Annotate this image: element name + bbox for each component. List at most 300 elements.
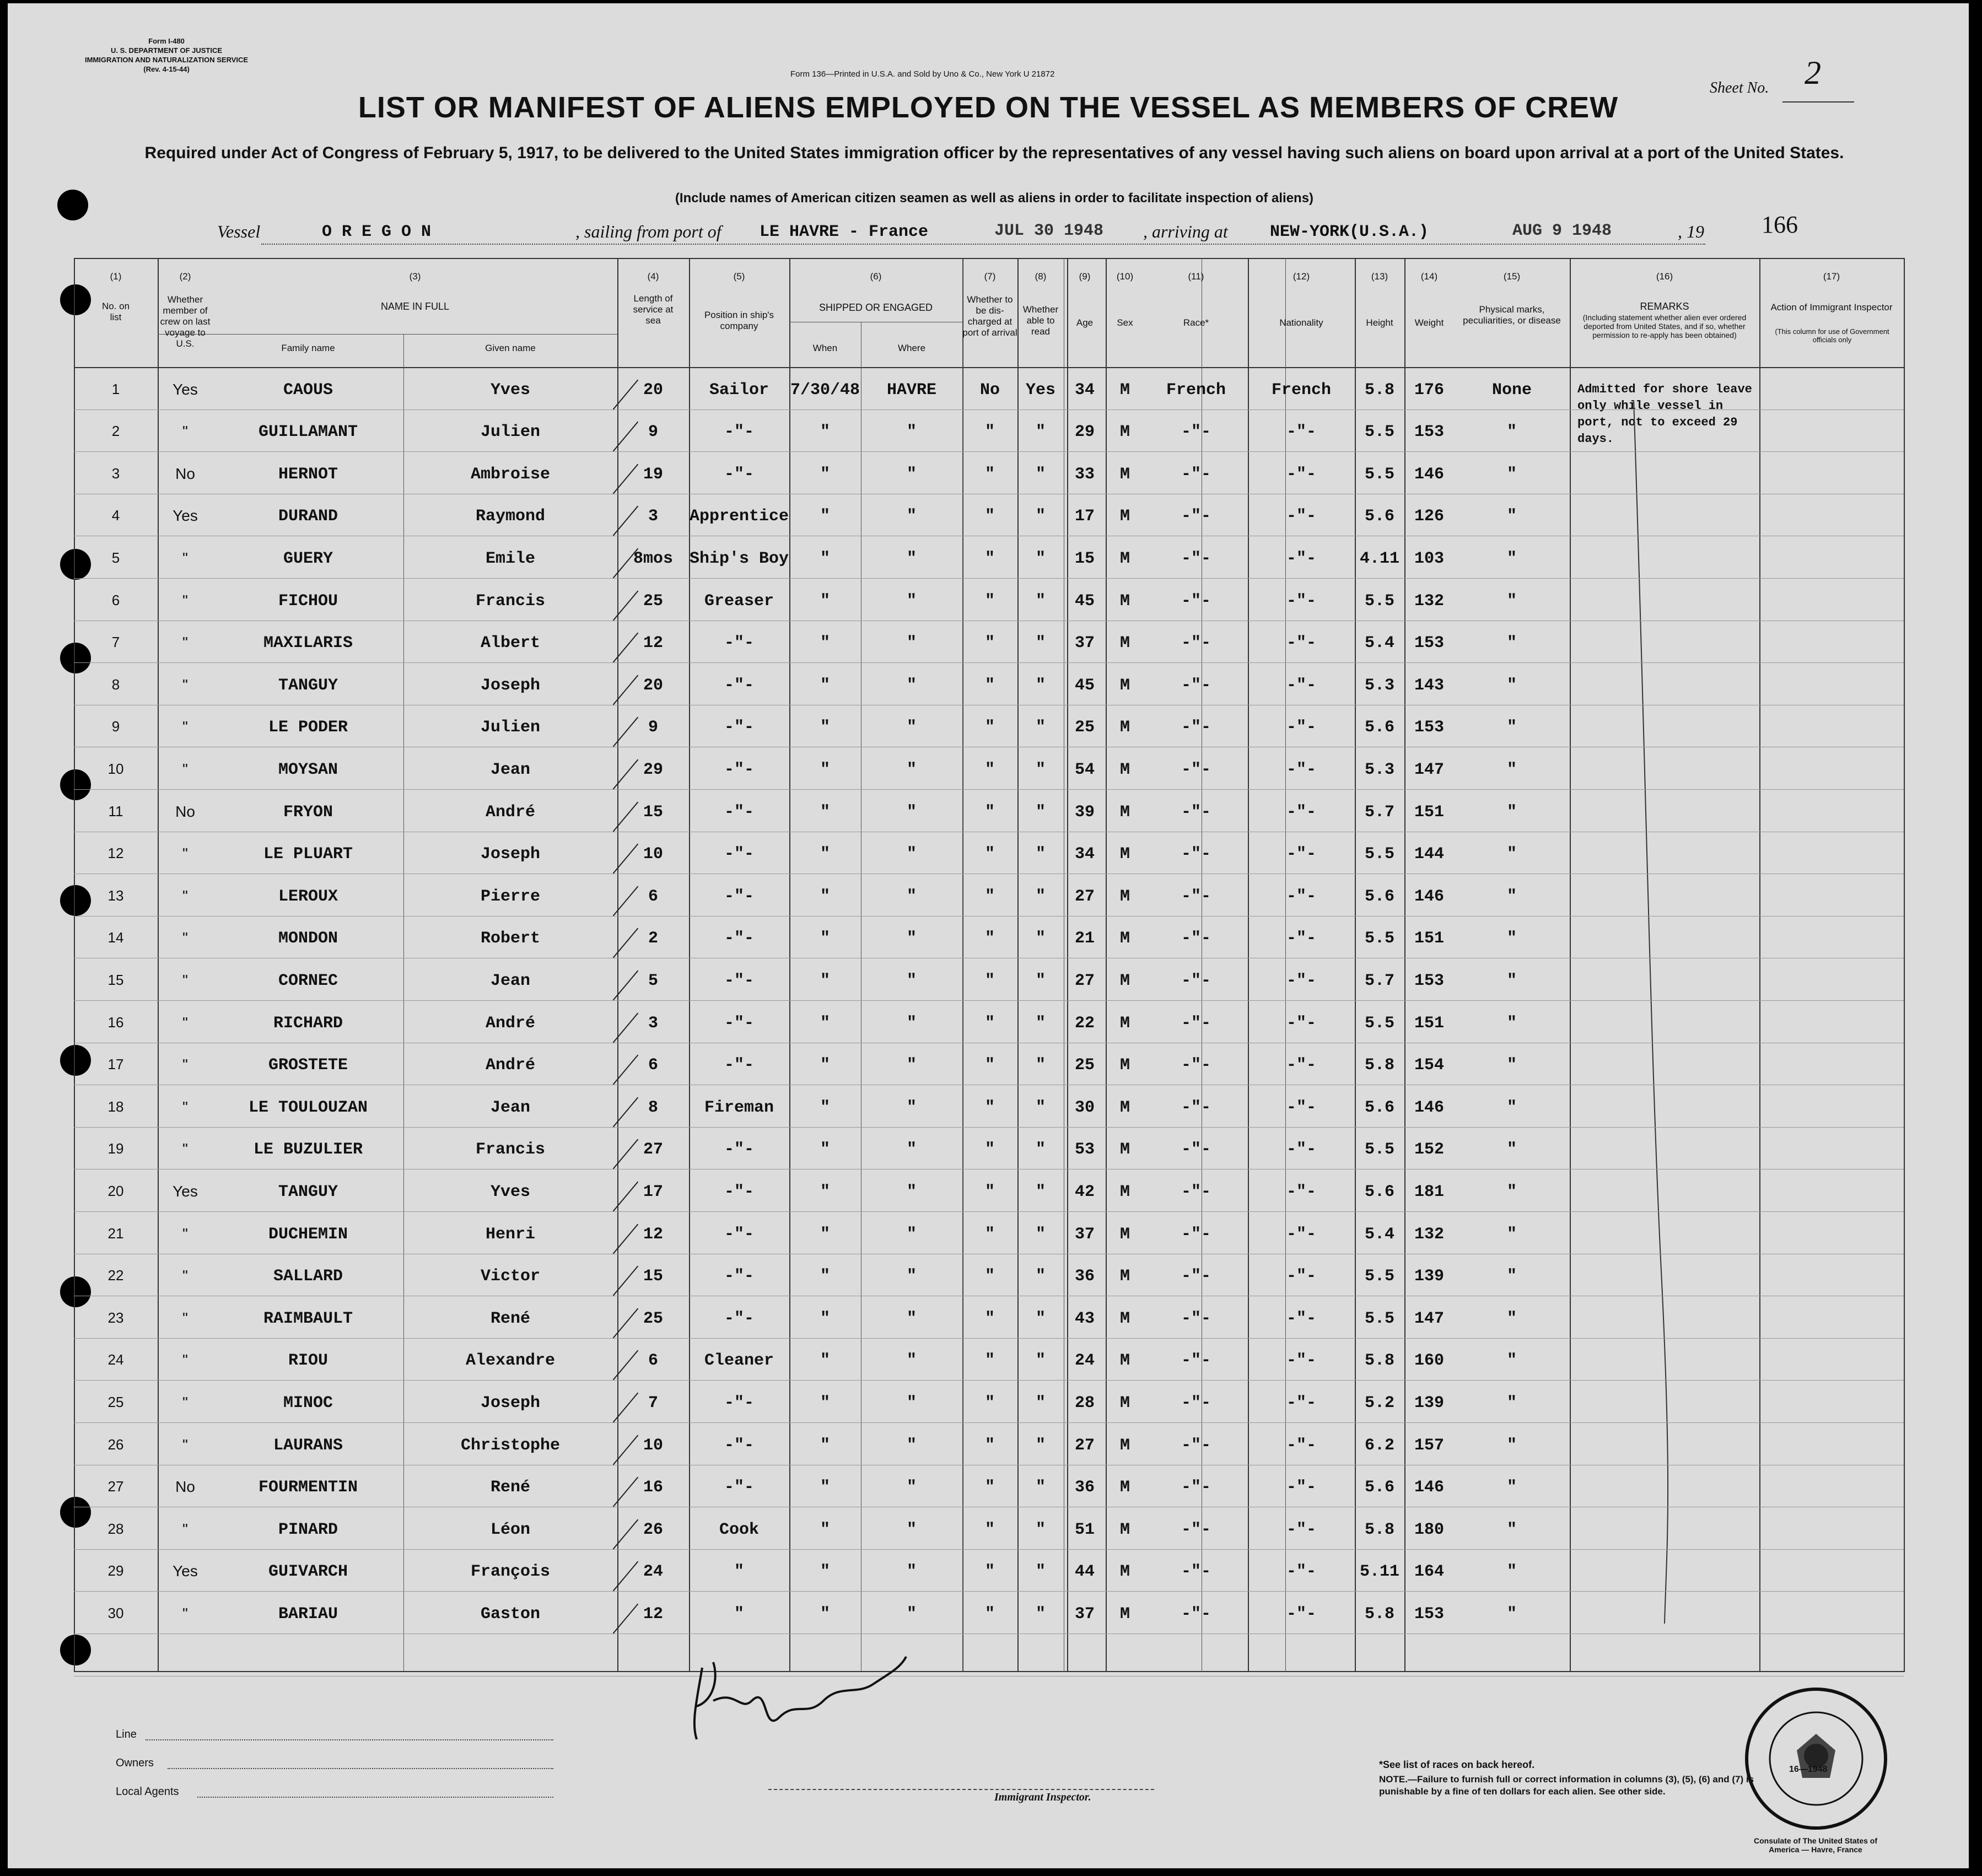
cell-position: -"- — [724, 1225, 754, 1244]
cell-family-name: PINARD — [278, 1520, 338, 1539]
cell-service-length: 17 — [643, 1183, 663, 1201]
cell-sex: M — [1119, 972, 1130, 990]
cell-age: 28 — [1074, 1394, 1095, 1413]
colnum-2: (2) — [179, 271, 191, 282]
revision: (Rev. 4-15-44) — [143, 65, 190, 73]
cell-service-length: 26 — [643, 1520, 663, 1539]
cell-discharged: " — [984, 1183, 995, 1201]
cell-physical-marks: " — [1506, 676, 1517, 695]
cell-given-name: Robert — [480, 929, 541, 948]
row-rule — [74, 578, 1904, 579]
cell-last-voyage: " — [182, 1098, 188, 1115]
cell-last-voyage: " — [182, 1140, 188, 1158]
cell-race: -"- — [1181, 1056, 1211, 1075]
cell-race: -"- — [1181, 1562, 1211, 1582]
cell-physical-marks: " — [1506, 1225, 1517, 1244]
cell-shipped-where: " — [906, 972, 917, 990]
cell-shipped-when: " — [820, 1014, 830, 1033]
cell-nationality: -"- — [1286, 1605, 1316, 1624]
cell-sex: M — [1119, 887, 1130, 906]
colnum-16: (16) — [1656, 271, 1673, 282]
row-rule — [74, 1211, 1904, 1212]
cell-last-voyage: " — [182, 1014, 188, 1031]
cell-family-name: GROSTETE — [268, 1056, 348, 1075]
cell-shipped-where: " — [906, 887, 917, 906]
cell-discharged: " — [984, 1605, 995, 1624]
cell-shipped-when: " — [820, 972, 830, 990]
cell-physical-marks: " — [1506, 1014, 1517, 1033]
cell-race: -"- — [1181, 1351, 1211, 1371]
cell-nationality: -"- — [1286, 1309, 1316, 1328]
vessel-label: Vessel — [217, 222, 261, 241]
cell-physical-marks: " — [1506, 718, 1517, 737]
cell-age: 33 — [1074, 465, 1095, 484]
cell-height: 5.5 — [1364, 845, 1394, 864]
cell-discharged: " — [984, 929, 995, 948]
cell-row-number: 13 — [107, 887, 124, 904]
cell-position: Greaser — [704, 591, 774, 611]
cell-row-number: 24 — [107, 1351, 124, 1368]
cell-weight: 132 — [1414, 1225, 1444, 1244]
cell-age: 15 — [1074, 549, 1095, 568]
cell-given-name: René — [490, 1478, 530, 1497]
cell-position: -"- — [724, 761, 754, 779]
cell-row-number: 17 — [107, 1056, 124, 1073]
cell-service-length: 6 — [648, 887, 658, 906]
cell-shipped-when: " — [820, 465, 830, 484]
vessel-underline — [261, 244, 1705, 245]
cell-height: 5.8 — [1364, 1351, 1394, 1371]
cell-weight: 153 — [1414, 423, 1444, 442]
inspector-rule — [768, 1789, 1154, 1790]
cell-nationality: -"- — [1286, 887, 1316, 906]
cell-service-length: 24 — [643, 1562, 663, 1582]
cell-physical-marks: " — [1506, 1436, 1517, 1455]
cell-weight: 146 — [1414, 1478, 1444, 1497]
cell-shipped-where: " — [906, 1140, 917, 1160]
colnum-3: (3) — [409, 271, 421, 282]
cell-family-name: LE PODER — [268, 718, 348, 737]
cell-age: 24 — [1074, 1351, 1095, 1371]
cell-row-number: 4 — [111, 507, 120, 524]
cell-shipped-when: " — [820, 761, 830, 779]
cell-shipped-where: HAVRE — [886, 380, 936, 400]
cell-service-length: 25 — [643, 591, 663, 611]
cell-age: 17 — [1074, 507, 1095, 526]
cell-nationality: -"- — [1286, 423, 1316, 442]
cell-physical-marks: " — [1506, 887, 1517, 906]
hd-given-name: Given name — [485, 343, 536, 353]
cell-given-name: Pierre — [480, 887, 541, 906]
cell-shipped-where: " — [906, 1183, 917, 1201]
row-rule — [74, 451, 1904, 452]
cell-position: -"- — [724, 1183, 754, 1201]
cell-discharged: " — [984, 1056, 995, 1075]
cell-sex: M — [1119, 1014, 1130, 1033]
cell-sex: M — [1119, 802, 1130, 822]
cell-weight: 103 — [1414, 549, 1444, 568]
cell-nationality: -"- — [1286, 1140, 1316, 1160]
cell-race: -"- — [1181, 718, 1211, 737]
table-top-border — [74, 258, 1904, 259]
cell-position: " — [734, 1605, 744, 1624]
cell-height: 5.3 — [1364, 676, 1394, 695]
cell-weight: 180 — [1414, 1520, 1444, 1539]
cell-row-number: 10 — [107, 761, 124, 777]
cell-nationality: -"- — [1286, 1225, 1316, 1244]
cell-given-name: André — [485, 1056, 535, 1075]
cell-nationality: -"- — [1286, 1562, 1316, 1582]
colnum-10: (10) — [1116, 271, 1134, 282]
cell-nationality: -"- — [1286, 972, 1316, 990]
cell-family-name: RICHARD — [273, 1014, 343, 1033]
cell-age: 30 — [1074, 1098, 1095, 1117]
name-subheader-line — [158, 334, 617, 335]
cell-physical-marks: " — [1506, 423, 1517, 442]
cell-sex: M — [1119, 1225, 1130, 1244]
cell-race: -"- — [1181, 1267, 1211, 1286]
cell-nationality: -"- — [1286, 761, 1316, 779]
cell-age: 22 — [1074, 1014, 1095, 1033]
cell-shipped-when: " — [820, 591, 830, 611]
cell-given-name: Alexandre — [465, 1351, 556, 1371]
cell-race: -"- — [1181, 929, 1211, 948]
cell-race: -"- — [1181, 1098, 1211, 1117]
row-rule — [74, 1127, 1904, 1128]
cell-sex: M — [1119, 634, 1130, 653]
cell-shipped-when: " — [820, 1309, 830, 1328]
cell-race: -"- — [1181, 634, 1211, 653]
cell-shipped-when: " — [820, 1140, 830, 1160]
row-rule — [74, 916, 1904, 917]
cell-race: French — [1166, 380, 1226, 400]
cell-service-length: 12 — [643, 1225, 663, 1244]
cell-height: 5.6 — [1364, 1098, 1394, 1117]
cell-age: 27 — [1074, 887, 1095, 906]
cell-weight: 147 — [1414, 1309, 1444, 1328]
cell-service-length: 3 — [648, 1014, 658, 1033]
cell-able-read: " — [1035, 718, 1046, 737]
cell-given-name: Jean — [490, 972, 530, 990]
cell-sex: M — [1119, 1140, 1130, 1160]
punch-hole — [60, 1635, 91, 1665]
cell-family-name: HERNOT — [278, 465, 338, 484]
cell-given-name: Julien — [480, 423, 541, 442]
cell-race: -"- — [1181, 1183, 1211, 1201]
punch-hole — [57, 190, 88, 220]
colnum-7: (7) — [984, 271, 996, 282]
cell-age: 34 — [1074, 380, 1095, 400]
cell-sex: M — [1119, 1267, 1130, 1286]
hd-sex: Sex — [1117, 317, 1133, 328]
cell-weight: 143 — [1414, 676, 1444, 695]
cell-age: 37 — [1074, 1605, 1095, 1624]
cell-physical-marks: " — [1506, 1520, 1517, 1539]
cell-race: -"- — [1181, 845, 1211, 864]
cell-physical-marks: " — [1506, 591, 1517, 611]
cell-sex: M — [1119, 761, 1130, 779]
cell-shipped-when: " — [820, 1520, 830, 1539]
cell-height: 5.8 — [1364, 1520, 1394, 1539]
cell-given-name: Yves — [490, 380, 530, 400]
cell-last-voyage: " — [182, 1267, 188, 1285]
cell-height: 5.7 — [1364, 972, 1394, 990]
cell-able-read: " — [1035, 676, 1046, 695]
cell-nationality: -"- — [1286, 1436, 1316, 1455]
cell-physical-marks: " — [1506, 634, 1517, 653]
colnum-11: (11) — [1188, 271, 1204, 282]
cell-discharged: " — [984, 591, 995, 611]
cell-given-name: Albert — [480, 634, 541, 653]
cell-physical-marks: " — [1506, 465, 1517, 484]
cell-nationality: -"- — [1286, 1267, 1316, 1286]
vessel-name: O R E G O N — [322, 223, 432, 241]
cell-race: -"- — [1181, 1436, 1211, 1455]
cell-given-name: Joseph — [480, 676, 541, 695]
cell-row-number: 8 — [111, 676, 120, 693]
cell-last-voyage: " — [182, 634, 188, 651]
cell-able-read: " — [1035, 1351, 1046, 1371]
cell-service-length: 12 — [643, 634, 663, 653]
cell-position: -"- — [724, 1056, 754, 1075]
cell-sex: M — [1119, 380, 1130, 400]
cell-race: -"- — [1181, 1140, 1211, 1160]
colnum-15: (15) — [1503, 271, 1521, 282]
sailing-port: LE HAVRE - France — [760, 223, 929, 241]
cell-shipped-where: " — [906, 1309, 917, 1328]
cell-height: 5.5 — [1364, 929, 1394, 948]
cell-race: -"- — [1181, 423, 1211, 442]
cell-race: -"- — [1181, 1309, 1211, 1328]
cell-able-read: " — [1035, 1014, 1046, 1033]
cell-row-number: 25 — [107, 1394, 124, 1410]
cell-weight: 164 — [1414, 1562, 1444, 1582]
hd-when: When — [812, 343, 838, 353]
cell-position: Apprentice — [689, 507, 789, 526]
cell-nationality: -"- — [1286, 1520, 1316, 1539]
cell-family-name: RIOU — [288, 1351, 328, 1371]
cell-family-name: CAOUS — [283, 380, 333, 400]
cell-height: 5.5 — [1364, 1140, 1394, 1160]
cell-discharged: " — [984, 802, 995, 822]
cell-weight: 147 — [1414, 761, 1444, 779]
cell-age: 39 — [1074, 802, 1095, 822]
cell-nationality: -"- — [1286, 1394, 1316, 1413]
cell-physical-marks: " — [1506, 1478, 1517, 1497]
cell-family-name: FRYON — [283, 802, 333, 822]
cell-position: -"- — [724, 1394, 754, 1413]
cell-discharged: " — [984, 1014, 995, 1033]
cell-age: 51 — [1074, 1520, 1095, 1539]
cell-height: 5.5 — [1364, 591, 1394, 611]
cell-sex: M — [1119, 1520, 1130, 1539]
consulate-seal — [1742, 1684, 1891, 1833]
cell-row-number: 28 — [107, 1520, 124, 1537]
hd-family-name: Family name — [281, 343, 335, 353]
cell-height: 5.4 — [1364, 634, 1394, 653]
cell-last-voyage: " — [182, 1436, 188, 1453]
cell-service-length: 3 — [648, 507, 658, 526]
cell-given-name: Raymond — [475, 507, 546, 526]
cell-row-number: 29 — [107, 1562, 124, 1579]
seal-text: Consulate of The United States of America — Havre, France — [1753, 1836, 1877, 1854]
cell-shipped-where: " — [906, 929, 917, 948]
cell-able-read: " — [1035, 972, 1046, 990]
cell-last-voyage: " — [182, 845, 188, 862]
cell-given-name: François — [470, 1562, 551, 1582]
cell-shipped-when: " — [820, 1478, 830, 1497]
cell-nationality: -"- — [1286, 676, 1316, 695]
colnum-6: (6) — [870, 271, 882, 282]
cell-discharged: " — [984, 507, 995, 526]
remarks-ditto-stroke — [1628, 389, 1683, 1629]
cell-able-read: " — [1035, 1183, 1046, 1201]
cell-shipped-when: " — [820, 887, 830, 906]
cell-weight: 146 — [1414, 1098, 1444, 1117]
cell-race: -"- — [1181, 1605, 1211, 1624]
cell-physical-marks: " — [1506, 507, 1517, 526]
cell-shipped-where: " — [906, 507, 917, 526]
cell-shipped-where: " — [906, 1605, 917, 1624]
cell-shipped-when: " — [820, 1267, 830, 1286]
row-rule — [74, 1422, 1904, 1423]
admitted-remark: Admitted for shore leave only while vessel in port, not to exceed 29 days. — [1577, 382, 1752, 446]
cell-nationality: -"- — [1286, 1098, 1316, 1117]
cell-row-number: 7 — [111, 634, 120, 651]
cell-shipped-when: 7/30/48 — [790, 380, 860, 400]
cell-height: 5.6 — [1364, 718, 1394, 737]
hd-able-read: Whether able to read — [1022, 304, 1059, 337]
cell-discharged: " — [984, 676, 995, 695]
cell-sex: M — [1119, 929, 1130, 948]
cell-height: 4.11 — [1359, 549, 1399, 568]
cell-last-voyage: " — [182, 676, 188, 693]
seal-date: 16—1948 — [1789, 1765, 1828, 1774]
cell-family-name: FOURMENTIN — [258, 1478, 358, 1497]
cell-sex: M — [1119, 1309, 1130, 1328]
service: IMMIGRATION AND NATURALIZATION SERVICE — [85, 56, 249, 64]
hd-shipped: SHIPPED OR ENGAGED — [818, 302, 933, 313]
cell-able-read: " — [1035, 591, 1046, 611]
cell-physical-marks: " — [1506, 1098, 1517, 1117]
cell-given-name: Léon — [490, 1520, 530, 1539]
cell-age: 25 — [1074, 718, 1095, 737]
cell-height: 5.6 — [1364, 887, 1394, 906]
cell-row-number: 5 — [111, 549, 120, 566]
cell-last-voyage: " — [182, 1309, 188, 1327]
hd-remarks-note: (Including statement whether alien ever ordered deported from United States, and if so, whether permission to re-apply has been obtained) — [1582, 313, 1747, 339]
cell-shipped-when: " — [820, 676, 830, 695]
cell-height: 5.6 — [1364, 507, 1394, 526]
colnum-13: (13) — [1371, 271, 1388, 282]
cell-able-read: " — [1035, 549, 1046, 568]
cell-position: -"- — [724, 802, 754, 822]
row-rule — [74, 662, 1904, 663]
cell-nationality: -"- — [1286, 845, 1316, 864]
cell-race: -"- — [1181, 591, 1211, 611]
cell-able-read: " — [1035, 1436, 1046, 1455]
cell-nationality: -"- — [1286, 507, 1316, 526]
colnum-5: (5) — [733, 271, 745, 282]
cell-last-voyage: " — [182, 591, 188, 609]
printer-note: Form 136—Printed in U.S.A. and Sold by Uno & Co., New York U 21872 — [790, 69, 1055, 79]
cell-position: -"- — [724, 1014, 754, 1033]
cell-family-name: GUILLAMANT — [258, 423, 358, 442]
cell-row-number: 12 — [107, 845, 124, 862]
cell-position: -"- — [724, 634, 754, 653]
hd-weight: Weight — [1414, 317, 1444, 328]
cell-shipped-where: " — [906, 1394, 917, 1413]
cell-service-length: 10 — [643, 1436, 663, 1455]
cell-sex: M — [1119, 465, 1130, 484]
cell-discharged: " — [984, 1478, 995, 1497]
cell-sex: M — [1119, 1478, 1130, 1497]
cell-able-read: " — [1035, 1309, 1046, 1328]
cell-able-read: " — [1035, 1562, 1046, 1582]
cell-height: 5.6 — [1364, 1478, 1394, 1497]
cell-weight: 144 — [1414, 845, 1444, 864]
cell-sex: M — [1119, 1056, 1130, 1075]
arriving-label: , arriving at — [1143, 222, 1228, 241]
cell-physical-marks: " — [1506, 761, 1517, 779]
hd-member-last-voyage: Whether member of crew on last voyage to U.S. — [160, 294, 211, 349]
cell-shipped-when: " — [820, 1351, 830, 1371]
cell-service-length: 7 — [648, 1394, 658, 1413]
cell-given-name: Francis — [475, 1140, 546, 1160]
cell-position: Cook — [719, 1520, 759, 1539]
cell-discharged: " — [984, 1098, 995, 1117]
row-rule — [74, 1549, 1904, 1550]
cell-position: Cleaner — [704, 1351, 774, 1371]
cell-nationality: -"- — [1286, 718, 1316, 737]
cell-age: 45 — [1074, 676, 1095, 695]
cell-sex: M — [1119, 423, 1130, 442]
cell-physical-marks: " — [1506, 972, 1517, 990]
cell-physical-marks: " — [1506, 1056, 1517, 1075]
cell-sex: M — [1119, 718, 1130, 737]
cell-physical-marks: " — [1506, 1140, 1517, 1160]
cell-physical-marks: " — [1506, 802, 1517, 822]
cell-physical-marks: " — [1506, 1183, 1517, 1201]
cell-position: -"- — [724, 1436, 754, 1455]
cell-family-name: FICHOU — [278, 591, 338, 611]
hd-nationality: Nationality — [1279, 317, 1323, 328]
cell-service-length: 8 — [648, 1098, 658, 1117]
cell-family-name: TANGUY — [278, 676, 338, 695]
cell-age: 29 — [1074, 423, 1095, 442]
cell-physical-marks: " — [1506, 1562, 1517, 1582]
cell-weight: 151 — [1414, 1014, 1444, 1033]
cell-row-number: 6 — [111, 591, 120, 608]
cell-physical-marks: " — [1506, 929, 1517, 948]
col-line — [1570, 258, 1571, 1672]
cell-row-number: 21 — [107, 1225, 124, 1242]
cell-able-read: " — [1035, 634, 1046, 653]
colnum-8: (8) — [1035, 271, 1047, 282]
cell-nationality: -"- — [1286, 1056, 1316, 1075]
cell-given-name: Yves — [490, 1183, 530, 1201]
cell-race: -"- — [1181, 1520, 1211, 1539]
form-number: Form I-480 — [148, 37, 185, 45]
cell-shipped-when: " — [820, 1436, 830, 1455]
col-line — [1759, 258, 1760, 1672]
cell-discharged: " — [984, 549, 995, 568]
cell-race: -"- — [1181, 507, 1211, 526]
cell-shipped-when: " — [820, 929, 830, 948]
cell-position: Fireman — [704, 1098, 774, 1117]
cell-discharged: No — [979, 380, 1000, 400]
cell-given-name: Gaston — [480, 1605, 541, 1624]
